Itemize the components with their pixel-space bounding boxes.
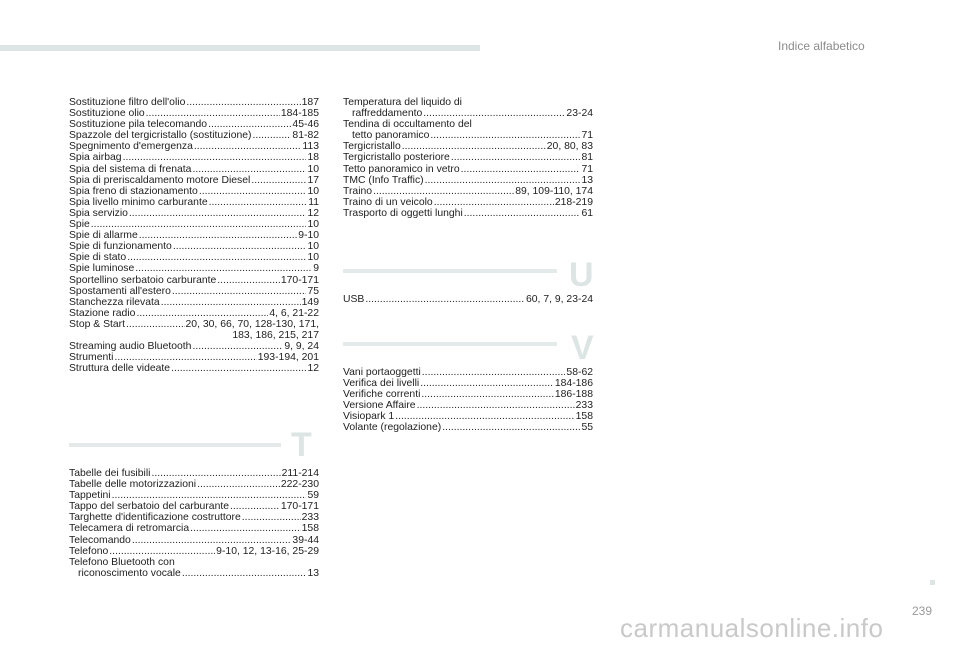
- dot-leader: [402, 141, 546, 152]
- index-column-t-cont: [343, 97, 593, 219]
- page-header-title: Indice alfabetico: [778, 39, 865, 53]
- index-entry: [69, 230, 319, 241]
- index-entry-pages: 58-62: [566, 367, 593, 378]
- dot-leader: [171, 363, 306, 374]
- index-entry-label: Volante (regolazione): [343, 422, 442, 434]
- index-entry-label: Trasporto di oggetti lunghi: [343, 207, 463, 219]
- dot-leader: [209, 197, 308, 208]
- index-entry-label: Stazione radio: [69, 307, 136, 319]
- index-entry-pages: 184-186: [554, 378, 593, 390]
- index-entry: [69, 319, 319, 330]
- index-entry-pages: 10: [307, 241, 319, 253]
- index-entry-heading: Temperatura del liquido di: [343, 97, 462, 108]
- dot-leader: [417, 400, 575, 411]
- index-entry-label: Spie luminose: [69, 263, 135, 275]
- index-entry-label: Traino: [343, 185, 373, 197]
- index-entry-pages: 222-230: [280, 479, 319, 491]
- index-entry-pages: 23-24: [566, 108, 593, 120]
- index-entry-label: Spia del sistema di frenata: [69, 163, 192, 175]
- index-entry-label: Telecamera di retromarcia: [69, 523, 190, 535]
- index-entry: [69, 286, 319, 297]
- index-entry-pages: 193-194, 201: [257, 352, 319, 364]
- index-entry-pages: 61: [581, 207, 593, 219]
- dot-leader: [135, 263, 312, 274]
- index-entry-label: Stanchezza rilevata: [69, 296, 160, 308]
- section-divider-t: [69, 443, 281, 447]
- index-entry-pages: 20, 80, 83: [546, 141, 593, 153]
- index-entry: [69, 119, 319, 130]
- index-entry-pages: 149: [301, 296, 319, 308]
- index-entry-label: Spia airbag: [69, 152, 122, 164]
- index-entry: [343, 197, 593, 208]
- section-divider-v: [343, 342, 557, 346]
- dot-leader: [114, 352, 256, 363]
- index-entry: [343, 108, 593, 119]
- index-entry: [69, 490, 319, 501]
- index-entry-heading: Tendina di occultamento del: [343, 119, 472, 131]
- index-entry-label: Tetto panoramico in vetro: [343, 163, 460, 175]
- index-entry-pages: 233: [301, 512, 319, 524]
- index-column-s: [69, 97, 319, 374]
- index-entry-heading: Telefono Bluetooth con: [69, 556, 175, 568]
- dot-leader: [186, 97, 300, 108]
- dot-leader: [173, 241, 307, 252]
- index-entry-label: Spostamenti all'estero: [69, 285, 171, 297]
- dot-leader: [217, 275, 280, 286]
- index-entry: [69, 219, 319, 230]
- dot-leader: [373, 186, 514, 197]
- index-entry-pages: 18: [307, 152, 319, 164]
- index-entry: [343, 411, 593, 422]
- dot-leader: [182, 568, 307, 579]
- index-entry-label: Spie di allarme: [69, 230, 138, 242]
- dot-leader: [197, 479, 280, 490]
- index-entry: [69, 263, 319, 274]
- dot-leader: [251, 175, 306, 186]
- index-entry-pages: 9-10: [298, 230, 319, 242]
- index-entry-label: Targhette d'identificazione costruttore: [69, 512, 241, 524]
- dot-leader: [430, 130, 580, 141]
- index-entry: [343, 152, 593, 163]
- index-entry-label: Struttura delle videate: [69, 363, 171, 375]
- index-entry-pages: 233: [575, 400, 593, 412]
- index-column-v: [343, 367, 593, 434]
- index-entry-label: Telefono: [69, 545, 109, 557]
- index-entry-label: Tergicristallo: [343, 141, 401, 153]
- dot-leader: [127, 252, 306, 263]
- dot-leader: [139, 230, 297, 241]
- dot-leader: [136, 308, 268, 319]
- dot-leader: [365, 294, 525, 305]
- dot-leader: [172, 286, 307, 297]
- dot-leader: [464, 208, 581, 219]
- index-entry: [69, 352, 319, 363]
- index-entry-pages: 75: [307, 285, 319, 297]
- index-entry: [343, 130, 593, 141]
- index-entry-label: Strumenti: [69, 352, 114, 364]
- index-entry: [69, 512, 319, 523]
- index-entry-pages: 89, 109-110, 174: [515, 185, 593, 197]
- index-entry-label: Vani portaoggetti: [343, 367, 421, 378]
- dot-leader: [422, 367, 566, 378]
- index-entry-pages: 187: [301, 97, 319, 108]
- index-entry: [69, 546, 319, 557]
- index-entry-label: USB: [343, 294, 365, 305]
- index-entry: [69, 175, 319, 186]
- index-entry-pages: 158: [575, 411, 593, 423]
- dot-leader: [194, 141, 302, 152]
- index-entry-pages: 9-10, 12, 13-16, 25-29: [216, 545, 319, 557]
- index-column-t: [69, 468, 319, 579]
- dot-leader: [421, 389, 553, 400]
- index-entry-pages: 170-171: [280, 501, 319, 513]
- dot-leader: [425, 175, 581, 186]
- index-entry-continuation: 183, 186, 215, 217: [232, 329, 319, 341]
- dot-leader: [451, 152, 581, 163]
- dot-leader: [442, 422, 580, 433]
- index-entry: [69, 130, 319, 141]
- index-entry-label: Verifiche correnti: [343, 389, 421, 401]
- index-entry: [69, 501, 319, 512]
- dot-leader: [461, 164, 581, 175]
- index-entry-label: Spia di preriscaldamento motore Diesel: [69, 174, 251, 186]
- index-entry-pages: 10: [307, 252, 319, 264]
- index-entry-pages: 13: [307, 567, 319, 579]
- index-entry-pages: 9: [313, 263, 319, 275]
- index-entry-pages: 17: [307, 174, 319, 186]
- index-entry: [69, 208, 319, 219]
- dot-leader: [132, 535, 292, 546]
- index-entry-pages: 45-46: [292, 119, 319, 131]
- index-entry-label: Spia servizio: [69, 207, 128, 219]
- index-entry: [69, 152, 319, 163]
- index-entry-label: tetto panoramico: [352, 130, 430, 142]
- dot-leader: [146, 108, 280, 119]
- index-entry: [69, 97, 319, 108]
- dot-leader: [91, 219, 307, 230]
- index-entry-pages: 113: [302, 141, 319, 153]
- dot-leader: [112, 490, 307, 501]
- index-entry-pages: 9, 9, 24: [284, 341, 319, 353]
- index-entry-pages: 13: [581, 174, 593, 186]
- index-entry: [69, 308, 319, 319]
- dot-leader: [190, 523, 301, 534]
- index-entry: [69, 141, 319, 152]
- index-entry: [69, 197, 319, 208]
- index-entry-label: Tappetini: [69, 490, 111, 502]
- index-entry-pages: 4, 6, 21-22: [269, 307, 319, 319]
- dot-leader: [192, 164, 306, 175]
- index-entry: [343, 378, 593, 389]
- dot-leader: [129, 208, 307, 219]
- index-entry-pages: 60, 7, 9, 23-24: [525, 294, 593, 305]
- index-entry-label: Spia livello minimo carburante: [69, 196, 208, 208]
- index-entry-label: Sostituzione olio: [69, 108, 145, 120]
- index-entry: [343, 208, 593, 219]
- index-entry-label: Traino di un veicolo: [343, 196, 433, 208]
- index-entry-label: Spie di funzionamento: [69, 241, 172, 253]
- dot-leader: [161, 297, 301, 308]
- index-entry: [69, 341, 319, 352]
- dot-leader: [151, 468, 280, 479]
- index-entry-label: Verifica dei livelli: [343, 378, 420, 390]
- index-entry-pages: 211-214: [281, 468, 319, 479]
- index-entry-label: Sostituzione pila telecomando: [69, 119, 208, 131]
- section-divider-u: [343, 269, 557, 273]
- index-entry-label: Sportellino serbatoio carburante: [69, 274, 217, 286]
- index-entry-pages: 20, 30, 66, 70, 128-130, 171,: [185, 318, 319, 330]
- index-entry-pages: 10: [307, 163, 319, 175]
- index-entry: [343, 164, 593, 175]
- index-entry-label: Streaming audio Bluetooth: [69, 341, 192, 353]
- dot-leader: [126, 319, 185, 330]
- index-entry-label: raffreddamento: [352, 108, 423, 120]
- dot-leader: [208, 119, 291, 130]
- index-entry-pages: 218-219: [554, 196, 593, 208]
- dot-leader: [420, 378, 554, 389]
- index-entry-label: Spazzole del tergicristallo (sostituzione): [69, 130, 252, 142]
- index-entry: [343, 367, 593, 378]
- index-entry: [69, 535, 319, 546]
- index-entry-pages: 186-188: [554, 389, 593, 401]
- index-entry-label: Spie: [69, 219, 90, 231]
- index-entry: [343, 186, 593, 197]
- index-entry: [343, 400, 593, 411]
- index-entry: [69, 479, 319, 490]
- index-entry-label: Sostituzione filtro dell'olio: [69, 97, 186, 108]
- index-entry-label: Tabelle delle motorizzazioni: [69, 479, 197, 491]
- index-column-u: [343, 294, 593, 305]
- index-entry: [343, 141, 593, 152]
- index-entry: [69, 568, 319, 579]
- index-entry: [343, 175, 593, 186]
- index-entry-pages: 39-44: [292, 534, 319, 546]
- watermark-text: carmanualsonline.info: [620, 613, 884, 643]
- index-entry: [69, 252, 319, 263]
- dot-leader: [109, 546, 215, 557]
- index-entry-pages: 10: [307, 185, 319, 197]
- section-letter-t: T: [291, 426, 312, 464]
- index-entry-label: Tappo del serbatoio del carburante: [69, 501, 230, 513]
- index-entry-pages: 71: [581, 163, 593, 175]
- index-entry: [343, 294, 593, 305]
- dot-leader: [199, 186, 307, 197]
- index-entry: [69, 468, 319, 479]
- dot-leader: [230, 501, 280, 512]
- index-entry-pages: 158: [301, 523, 319, 535]
- index-entry: [343, 389, 593, 400]
- index-entry-pages: 12: [307, 207, 319, 219]
- page-number: 239: [912, 604, 933, 618]
- dot-leader: [395, 411, 574, 422]
- index-entry-label: Tergicristallo posteriore: [343, 152, 450, 164]
- index-entry-label: Spie di stato: [69, 252, 127, 264]
- dot-leader: [423, 108, 565, 119]
- index-entry-label: TMC (Info Traffic): [343, 174, 424, 186]
- index-entry-label: Spia freno di stazionamento: [69, 185, 198, 197]
- index-entry-label: Stop & Start: [69, 318, 126, 330]
- index-entry-label: Versione Affaire: [343, 400, 416, 412]
- index-entry-pages: 170-171: [280, 274, 319, 286]
- index-entry-label: riconoscimento vocale: [78, 567, 181, 579]
- section-letter-v: V: [571, 329, 594, 367]
- index-entry-pages: 59: [307, 490, 319, 502]
- index-entry-pages: 81: [581, 152, 593, 164]
- index-entry: [69, 363, 319, 374]
- index-entry: [69, 241, 319, 252]
- index-entry-pages: 12: [307, 363, 319, 375]
- index-entry-pages: 11: [308, 196, 319, 208]
- index-entry: [343, 422, 593, 433]
- dot-leader: [253, 130, 292, 141]
- index-entry-label: Spegnimento d'emergenza: [69, 141, 193, 153]
- dot-leader: [192, 341, 283, 352]
- index-entry: [69, 297, 319, 308]
- index-entry: [69, 108, 319, 119]
- dot-leader: [242, 512, 301, 523]
- index-entry: [69, 164, 319, 175]
- index-entry-label: Visiopark 1: [343, 411, 395, 423]
- index-entry-pages: 71: [581, 130, 593, 142]
- index-entry: [69, 523, 319, 534]
- dot-leader: [434, 197, 554, 208]
- section-letter-u: U: [569, 256, 594, 294]
- index-entry: [69, 275, 319, 286]
- dot-leader: [123, 152, 307, 163]
- index-entry-pages: 55: [581, 422, 593, 434]
- index-entry-pages: 81-82: [292, 130, 319, 142]
- index-entry: [69, 186, 319, 197]
- corner-marker: [930, 580, 935, 585]
- index-entry-label: Tabelle dei fusibili: [69, 468, 151, 479]
- index-entry-label: Telecomando: [69, 534, 131, 546]
- index-entry-pages: 10: [307, 219, 319, 231]
- top-accent-bar: [0, 45, 480, 51]
- index-entry-pages: 184-185: [280, 108, 319, 120]
